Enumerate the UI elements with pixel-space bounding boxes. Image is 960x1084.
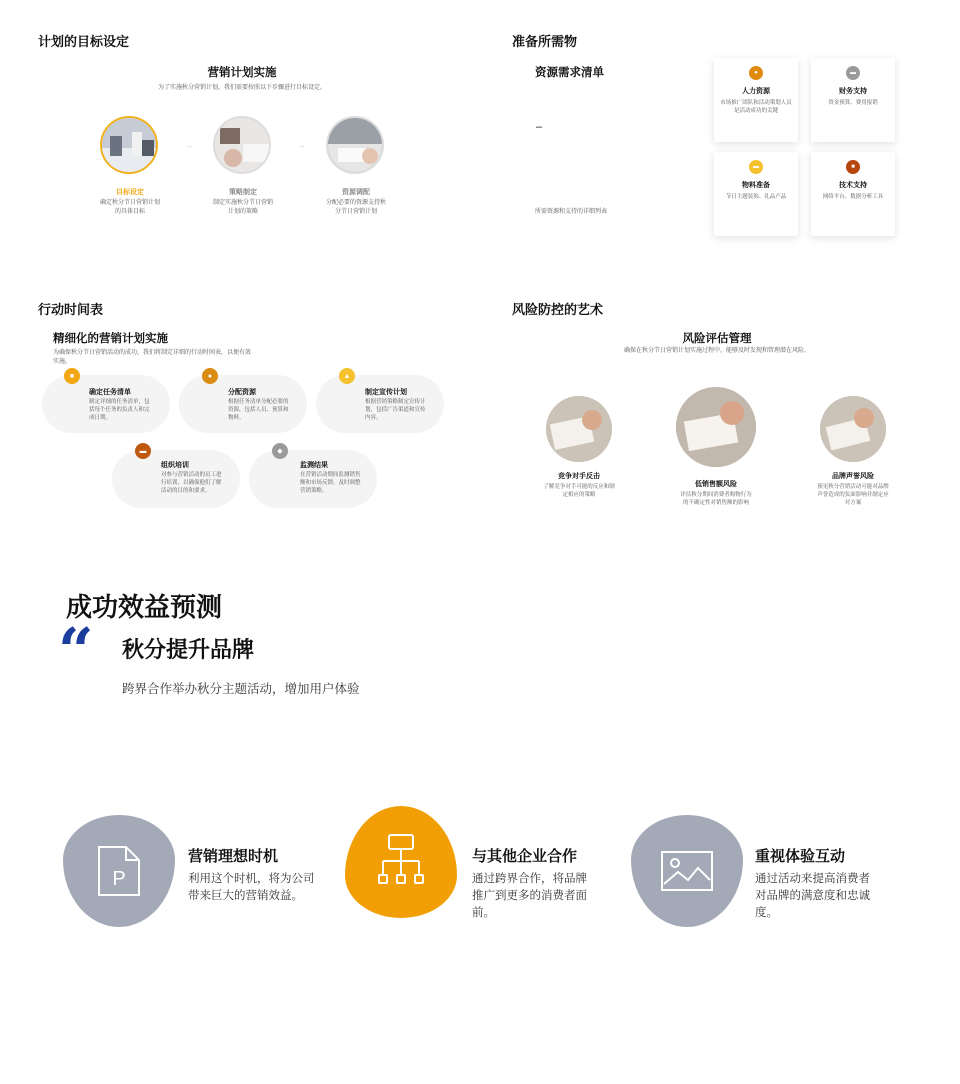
risk-desc-3: 预见秋分营销活动可能对品牌声誉造成的负面影响并制定应对方案 <box>817 484 889 506</box>
risk-image-competition <box>546 396 612 462</box>
resource-card-hr <box>714 58 798 142</box>
target-icon: ● <box>202 368 218 384</box>
resource-card-finance <box>811 58 895 142</box>
risk-title-3: 品牌声誉风险 <box>832 473 874 480</box>
resource-card-tech <box>811 152 895 236</box>
panel3-subtitle: 为确保秋分节日营销活动的成功，我们将制定详细的行动时间表，以便有效实施。 <box>53 350 252 365</box>
risk-image-sales <box>676 387 756 467</box>
panel2-heading: 资源需求清单 <box>535 67 604 79</box>
tech-icon: ■ <box>846 160 860 174</box>
benefit-title-2: 与其他企业合作 <box>472 848 578 865</box>
resource-card-materials <box>714 152 798 236</box>
target-icon: ● <box>749 66 763 80</box>
step-arrow-1: → <box>184 140 193 150</box>
timeline-desc-3: 根据营销策略制定宣传计划，包括广告渠道和宣传内容。 <box>365 399 426 421</box>
image-icon <box>660 850 714 892</box>
box-icon: ▬ <box>749 160 763 174</box>
section-title-timeline: 行动时间表 <box>38 302 104 317</box>
quote-heading: 秋分提升品牌 <box>122 637 255 662</box>
benefit-blob-3 <box>631 815 743 927</box>
timeline-desc-4: 对参与营销活动的员工进行培训，以确保他们了解活动的目的和要求。 <box>161 472 222 494</box>
panel1-subtitle: 为了实施秋分营销计划，我们需要按照以下步骤进行目标设定。 <box>157 85 326 91</box>
timeline-desc-5: 在营销活动期间监测销售额和市场反馈，及时调整营销策略。 <box>300 472 361 494</box>
quote-desc: 跨界合作举办秋分主题活动，增加用户体验 <box>122 682 360 696</box>
document-p-icon <box>96 844 142 898</box>
panel1-heading: 营销计划实施 <box>207 67 277 79</box>
training-icon: ▬ <box>135 443 151 459</box>
card-title: 财务支持 <box>839 88 867 95</box>
monitor-icon: ◆ <box>272 443 288 459</box>
benefit-blob-1 <box>63 815 175 927</box>
step-image-resources <box>326 116 384 174</box>
panel3-heading: 精细化的营销计划实施 <box>53 333 168 345</box>
megaphone-icon: ▲ <box>339 368 355 384</box>
wallet-icon: ▬ <box>846 66 860 80</box>
timeline-title-2: 分配资源 <box>228 389 256 396</box>
card-desc: 节日主题装饰、礼品产品 <box>725 194 787 200</box>
benefit-title-1: 营销理想时机 <box>188 848 279 865</box>
timeline-desc-1: 制定详细的任务清单，包括每个任务的负责人和完成日期。 <box>89 399 150 421</box>
step-title-3: 资源调配 <box>342 189 370 196</box>
benefit-desc-3: 通过活动来提高消费者对品牌的满意度和忠诚度。 <box>755 873 870 919</box>
timeline-title-5: 监测结果 <box>300 462 328 469</box>
card-desc: 网络平台、数据分析工具 <box>822 194 884 200</box>
step-desc-3: 分配必要的资源支持秋分节日营销计划 <box>325 200 386 215</box>
panel4-subtitle: 确保在秋分节日营销计划实施过程中，能够及时发现和管理潜在风险。 <box>623 348 810 354</box>
step-image-strategy <box>213 116 271 174</box>
risk-title-1: 竞争对手反击 <box>558 473 600 480</box>
panel4-heading: 风险评估管理 <box>682 333 752 345</box>
panel2-footer: 所需资源和支持的详细列表 <box>535 209 608 215</box>
benefit-blob-2 <box>345 806 457 918</box>
benefit-title-3: 重视体验互动 <box>755 848 846 865</box>
step-arrow-2: → <box>297 140 306 150</box>
risk-desc-1: 了解竞争对手可能的反应和制定相应的策略 <box>543 484 615 498</box>
step-title-2: 策略制定 <box>229 189 257 196</box>
benefit-forecast-title: 成功效益预测 <box>66 592 223 622</box>
step-desc-2: 制定实施秋分节日营销计划的策略 <box>212 200 273 215</box>
risk-title-2: 低销售额风险 <box>695 481 737 488</box>
timeline-title-4: 组织培训 <box>161 462 189 469</box>
step-title-1: 目标设定 <box>116 189 144 196</box>
card-desc: 资金预算、费用报销 <box>828 100 878 106</box>
section-title-prep: 准备所需物 <box>512 34 578 49</box>
risk-image-brand <box>820 396 886 462</box>
section-title-goals: 计划的目标设定 <box>38 34 130 49</box>
task-list-icon: ■ <box>64 368 80 384</box>
panel2-dash: – <box>536 121 543 133</box>
section-title-risk: 风险防控的艺术 <box>512 302 604 317</box>
benefit-desc-2: 通过跨界合作，将品牌推广到更多的消费者面前。 <box>472 873 587 919</box>
benefit-desc-1: 利用这个时机，将为公司带来巨大的营销效益。 <box>188 873 315 902</box>
timeline-title-3: 制定宣传计划 <box>365 389 407 396</box>
svg-text:P: P <box>112 868 126 890</box>
risk-desc-2: 评估秋分期间消费者购物行为的不确定性对销售额的影响 <box>680 492 752 506</box>
timeline-title-1: 确定任务清单 <box>89 389 131 396</box>
card-title: 技术支持 <box>839 182 867 189</box>
step-desc-1: 确定秋分节日营销计划的具体目标 <box>100 200 161 215</box>
card-desc: 市场推广团队和活动策划人员是活动成功的关键 <box>720 100 792 114</box>
card-title: 物料准备 <box>742 182 770 189</box>
quote-mark-icon: “ <box>58 614 94 687</box>
step-image-goal <box>100 116 158 174</box>
org-chart-icon <box>375 833 427 891</box>
card-title: 人力资源 <box>742 88 770 95</box>
timeline-desc-2: 根据任务清单分配必要的资源，包括人员、预算和物料。 <box>228 399 289 421</box>
